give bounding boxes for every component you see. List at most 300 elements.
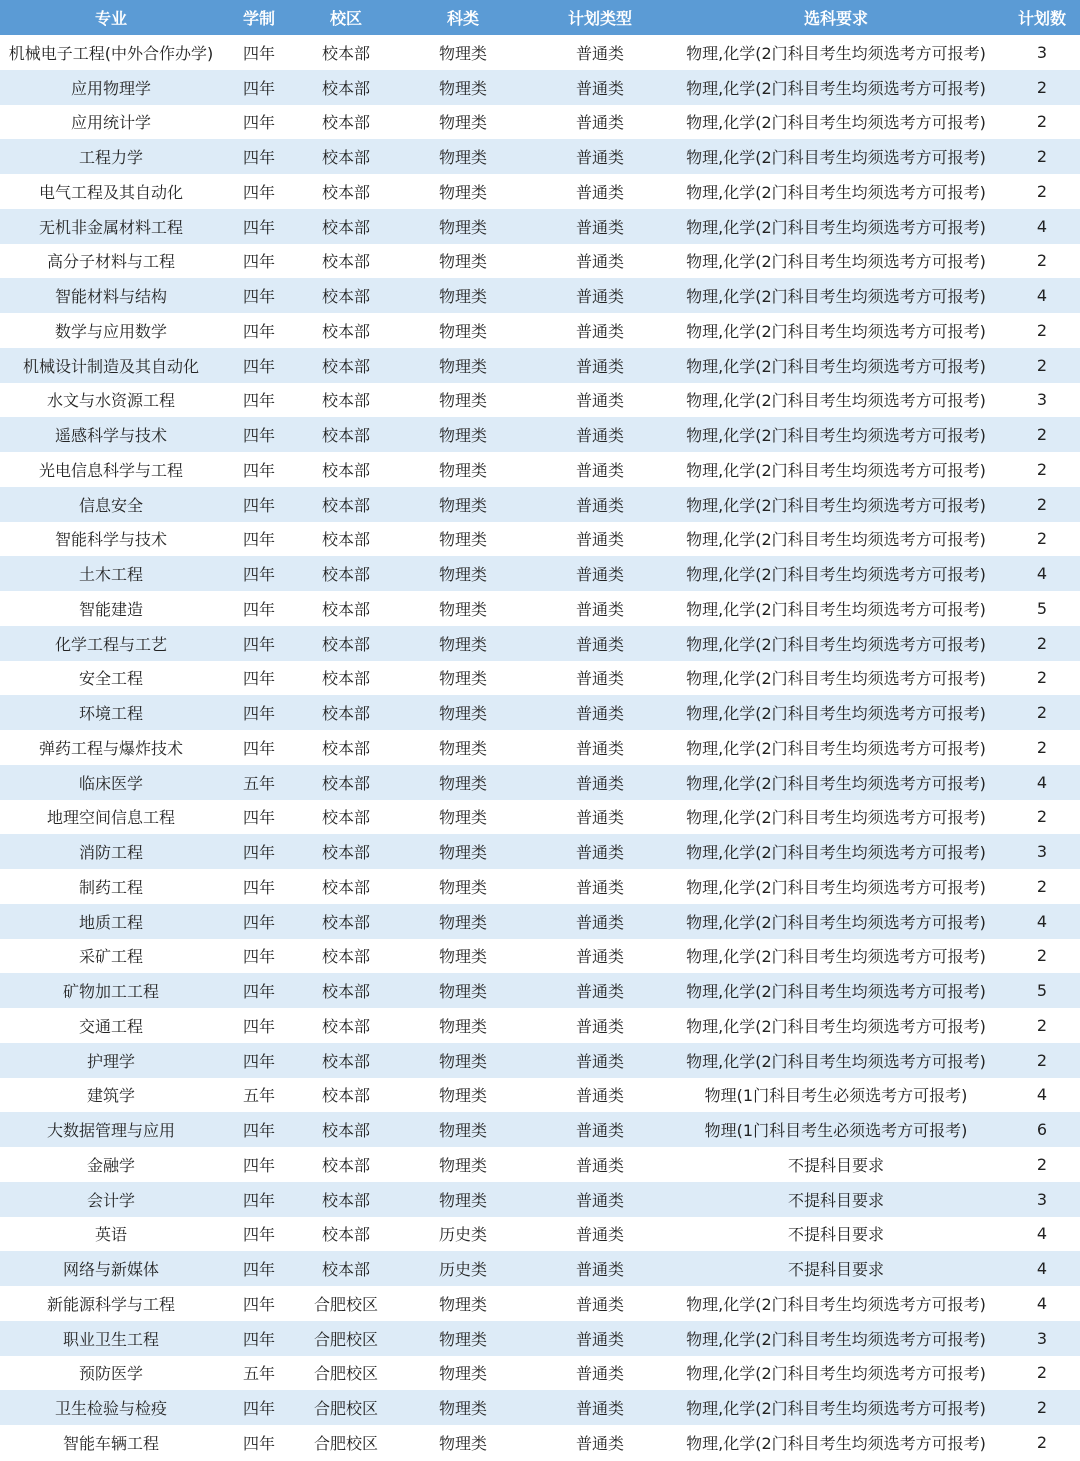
plan-count-cell: 2 [1004,70,1080,105]
plan-count-cell: 3 [1004,1182,1080,1217]
major-cell: 采矿工程 [0,939,220,974]
subject-requirement-cell: 物理,化学(2门科目考生均须选考方可报考) [668,661,1004,696]
subject-requirement-cell: 物理,化学(2门科目考生均须选考方可报考) [668,139,1004,174]
subject-requirement-cell: 物理,化学(2门科目考生均须选考方可报考) [668,1286,1004,1321]
duration-cell: 四年 [220,1112,298,1147]
major-cell: 信息安全 [0,487,220,522]
plan-type-cell: 普通类 [532,313,668,348]
major-cell: 职业卫生工程 [0,1321,220,1356]
category-cell: 物理类 [394,1008,532,1043]
major-cell: 地理空间信息工程 [0,800,220,835]
plan-type-cell: 普通类 [532,1043,668,1078]
plan-count-cell: 2 [1004,730,1080,765]
plan-count-cell: 2 [1004,452,1080,487]
duration-cell: 四年 [220,1251,298,1286]
duration-cell: 四年 [220,800,298,835]
duration-cell: 四年 [220,35,298,70]
duration-cell: 四年 [220,174,298,209]
table-row [0,869,1080,904]
table-row [0,348,1080,383]
plan-type-cell: 普通类 [532,939,668,974]
campus-cell: 校本部 [298,244,394,279]
campus-cell: 校本部 [298,278,394,313]
category-cell: 物理类 [394,1321,532,1356]
category-cell: 物理类 [394,1112,532,1147]
table-row [0,973,1080,1008]
table-row [0,139,1080,174]
campus-cell: 校本部 [298,904,394,939]
plan-count-cell: 2 [1004,869,1080,904]
plan-count-cell: 4 [1004,1078,1080,1113]
duration-cell: 四年 [220,1217,298,1252]
category-cell: 物理类 [394,869,532,904]
plan-count-cell: 2 [1004,522,1080,557]
campus-cell: 校本部 [298,1008,394,1043]
plan-type-cell: 普通类 [532,973,668,1008]
subject-requirement-cell: 物理,化学(2门科目考生均须选考方可报考) [668,869,1004,904]
campus-cell: 校本部 [298,591,394,626]
header-category: 科类 [394,0,532,35]
plan-type-cell: 普通类 [532,1356,668,1391]
major-cell: 应用物理学 [0,70,220,105]
plan-count-cell: 2 [1004,487,1080,522]
subject-requirement-cell: 物理,化学(2门科目考生均须选考方可报考) [668,487,1004,522]
plan-count-cell: 2 [1004,1425,1080,1460]
category-cell: 物理类 [394,661,532,696]
category-cell: 物理类 [394,939,532,974]
plan-type-cell: 普通类 [532,35,668,70]
plan-count-cell: 2 [1004,348,1080,383]
header-duration: 学制 [220,0,298,35]
major-cell: 临床医学 [0,765,220,800]
duration-cell: 四年 [220,487,298,522]
category-cell: 物理类 [394,1390,532,1425]
category-cell: 物理类 [394,1425,532,1460]
plan-count-cell: 3 [1004,834,1080,869]
plan-type-cell: 普通类 [532,765,668,800]
campus-cell: 合肥校区 [298,1390,394,1425]
table-row [0,209,1080,244]
campus-cell: 校本部 [298,1078,394,1113]
campus-cell: 校本部 [298,313,394,348]
major-cell: 金融学 [0,1147,220,1182]
campus-cell: 校本部 [298,105,394,140]
major-cell: 无机非金属材料工程 [0,209,220,244]
duration-cell: 四年 [220,973,298,1008]
subject-requirement-cell: 物理,化学(2门科目考生均须选考方可报考) [668,1008,1004,1043]
plan-count-cell: 2 [1004,105,1080,140]
plan-type-cell: 普通类 [532,1425,668,1460]
campus-cell: 校本部 [298,765,394,800]
campus-cell: 校本部 [298,800,394,835]
major-cell: 新能源科学与工程 [0,1286,220,1321]
plan-type-cell: 普通类 [532,174,668,209]
duration-cell: 四年 [220,695,298,730]
major-cell: 英语 [0,1217,220,1252]
plan-count-cell: 2 [1004,661,1080,696]
campus-cell: 校本部 [298,626,394,661]
major-cell: 预防医学 [0,1356,220,1391]
major-cell: 应用统计学 [0,105,220,140]
subject-requirement-cell: 物理,化学(2门科目考生均须选考方可报考) [668,1356,1004,1391]
header-plan-type: 计划类型 [532,0,668,35]
duration-cell: 四年 [220,730,298,765]
duration-cell: 四年 [220,209,298,244]
table-row [0,834,1080,869]
table-row [0,626,1080,661]
table-row [0,1390,1080,1425]
category-cell: 物理类 [394,834,532,869]
category-cell: 物理类 [394,278,532,313]
campus-cell: 校本部 [298,1217,394,1252]
plan-count-cell: 2 [1004,417,1080,452]
plan-type-cell: 普通类 [532,661,668,696]
plan-count-cell: 2 [1004,1356,1080,1391]
campus-cell: 校本部 [298,139,394,174]
subject-requirement-cell: 物理,化学(2门科目考生均须选考方可报考) [668,452,1004,487]
subject-requirement-cell: 物理,化学(2门科目考生均须选考方可报考) [668,765,1004,800]
major-cell: 遥感科学与技术 [0,417,220,452]
major-cell: 网络与新媒体 [0,1251,220,1286]
plan-type-cell: 普通类 [532,70,668,105]
table-row [0,1356,1080,1391]
subject-requirement-cell: 物理,化学(2门科目考生均须选考方可报考) [668,626,1004,661]
category-cell: 物理类 [394,70,532,105]
duration-cell: 四年 [220,939,298,974]
major-cell: 护理学 [0,1043,220,1078]
plan-type-cell: 普通类 [532,1182,668,1217]
table-row [0,1286,1080,1321]
campus-cell: 校本部 [298,730,394,765]
table-row [0,1043,1080,1078]
subject-requirement-cell: 物理,化学(2门科目考生均须选考方可报考) [668,209,1004,244]
major-cell: 机械设计制造及其自动化 [0,348,220,383]
plan-type-cell: 普通类 [532,1112,668,1147]
duration-cell: 四年 [220,452,298,487]
table-row [0,1217,1080,1252]
major-cell: 会计学 [0,1182,220,1217]
category-cell: 物理类 [394,904,532,939]
category-cell: 物理类 [394,452,532,487]
plan-count-cell: 3 [1004,1321,1080,1356]
category-cell: 物理类 [394,348,532,383]
category-cell: 物理类 [394,105,532,140]
major-cell: 地质工程 [0,904,220,939]
header-plan-count: 计划数 [1004,0,1080,35]
duration-cell: 四年 [220,1147,298,1182]
category-cell: 物理类 [394,1356,532,1391]
subject-requirement-cell: 物理(1门科目考生必须选考方可报考) [668,1078,1004,1113]
plan-type-cell: 普通类 [532,834,668,869]
plan-count-cell: 4 [1004,1251,1080,1286]
campus-cell: 合肥校区 [298,1286,394,1321]
subject-requirement-cell: 不提科目要求 [668,1182,1004,1217]
category-cell: 物理类 [394,556,532,591]
plan-type-cell: 普通类 [532,1321,668,1356]
category-cell: 物理类 [394,1147,532,1182]
category-cell: 物理类 [394,244,532,279]
major-cell: 机械电子工程(中外合作办学) [0,35,220,70]
campus-cell: 合肥校区 [298,1356,394,1391]
duration-cell: 四年 [220,1321,298,1356]
category-cell: 物理类 [394,174,532,209]
duration-cell: 五年 [220,1356,298,1391]
campus-cell: 校本部 [298,348,394,383]
plan-count-cell: 3 [1004,35,1080,70]
campus-cell: 校本部 [298,834,394,869]
subject-requirement-cell: 物理,化学(2门科目考生均须选考方可报考) [668,70,1004,105]
category-cell: 物理类 [394,765,532,800]
table-row [0,661,1080,696]
plan-type-cell: 普通类 [532,730,668,765]
table-row [0,1147,1080,1182]
campus-cell: 校本部 [298,487,394,522]
table-header-row [0,0,1080,35]
duration-cell: 四年 [220,626,298,661]
campus-cell: 校本部 [298,452,394,487]
major-cell: 高分子材料与工程 [0,244,220,279]
plan-count-cell: 5 [1004,591,1080,626]
subject-requirement-cell: 物理,化学(2门科目考生均须选考方可报考) [668,973,1004,1008]
category-cell: 物理类 [394,626,532,661]
major-cell: 交通工程 [0,1008,220,1043]
plan-count-cell: 2 [1004,1147,1080,1182]
campus-cell: 校本部 [298,1147,394,1182]
table-row [0,904,1080,939]
category-cell: 物理类 [394,800,532,835]
table-row [0,105,1080,140]
subject-requirement-cell: 物理(1门科目考生必须选考方可报考) [668,1112,1004,1147]
subject-requirement-cell: 物理,化学(2门科目考生均须选考方可报考) [668,522,1004,557]
campus-cell: 校本部 [298,869,394,904]
subject-requirement-cell: 不提科目要求 [668,1251,1004,1286]
subject-requirement-cell: 物理,化学(2门科目考生均须选考方可报考) [668,591,1004,626]
header-campus: 校区 [298,0,394,35]
table-row [0,522,1080,557]
duration-cell: 四年 [220,869,298,904]
subject-requirement-cell: 物理,化学(2门科目考生均须选考方可报考) [668,1425,1004,1460]
duration-cell: 四年 [220,105,298,140]
plan-type-cell: 普通类 [532,556,668,591]
major-cell: 建筑学 [0,1078,220,1113]
table-row [0,556,1080,591]
plan-count-cell: 4 [1004,765,1080,800]
subject-requirement-cell: 物理,化学(2门科目考生均须选考方可报考) [668,1321,1004,1356]
campus-cell: 校本部 [298,556,394,591]
subject-requirement-cell: 物理,化学(2门科目考生均须选考方可报考) [668,417,1004,452]
subject-requirement-cell: 物理,化学(2门科目考生均须选考方可报考) [668,556,1004,591]
major-cell: 弹药工程与爆炸技术 [0,730,220,765]
subject-requirement-cell: 物理,化学(2门科目考生均须选考方可报考) [668,1390,1004,1425]
plan-count-cell: 4 [1004,278,1080,313]
duration-cell: 四年 [220,904,298,939]
plan-count-cell: 2 [1004,244,1080,279]
subject-requirement-cell: 物理,化学(2门科目考生均须选考方可报考) [668,278,1004,313]
category-cell: 物理类 [394,1078,532,1113]
table-row [0,939,1080,974]
plan-type-cell: 普通类 [532,278,668,313]
major-cell: 安全工程 [0,661,220,696]
duration-cell: 四年 [220,1286,298,1321]
subject-requirement-cell: 物理,化学(2门科目考生均须选考方可报考) [668,834,1004,869]
category-cell: 物理类 [394,383,532,418]
campus-cell: 合肥校区 [298,1425,394,1460]
major-cell: 化学工程与工艺 [0,626,220,661]
plan-type-cell: 普通类 [532,452,668,487]
plan-count-cell: 4 [1004,904,1080,939]
table-row [0,487,1080,522]
duration-cell: 五年 [220,765,298,800]
plan-type-cell: 普通类 [532,1147,668,1182]
subject-requirement-cell: 物理,化学(2门科目考生均须选考方可报考) [668,730,1004,765]
plan-count-cell: 5 [1004,973,1080,1008]
plan-type-cell: 普通类 [532,209,668,244]
plan-count-cell: 6 [1004,1112,1080,1147]
duration-cell: 四年 [220,278,298,313]
plan-type-cell: 普通类 [532,487,668,522]
plan-count-cell: 2 [1004,626,1080,661]
campus-cell: 校本部 [298,383,394,418]
plan-count-cell: 4 [1004,556,1080,591]
plan-count-cell: 2 [1004,174,1080,209]
major-cell: 土木工程 [0,556,220,591]
table-row [0,174,1080,209]
table-row [0,1251,1080,1286]
subject-requirement-cell: 物理,化学(2门科目考生均须选考方可报考) [668,174,1004,209]
category-cell: 物理类 [394,487,532,522]
plan-type-cell: 普通类 [532,591,668,626]
plan-type-cell: 普通类 [532,417,668,452]
table-row [0,1112,1080,1147]
category-cell: 历史类 [394,1251,532,1286]
category-cell: 物理类 [394,1182,532,1217]
subject-requirement-cell: 物理,化学(2门科目考生均须选考方可报考) [668,244,1004,279]
plan-type-cell: 普通类 [532,105,668,140]
category-cell: 物理类 [394,1286,532,1321]
duration-cell: 四年 [220,591,298,626]
plan-type-cell: 普通类 [532,244,668,279]
plan-type-cell: 普通类 [532,695,668,730]
duration-cell: 四年 [220,834,298,869]
table-row [0,452,1080,487]
plan-count-cell: 2 [1004,695,1080,730]
plan-count-cell: 2 [1004,800,1080,835]
plan-type-cell: 普通类 [532,522,668,557]
duration-cell: 四年 [220,348,298,383]
campus-cell: 校本部 [298,70,394,105]
table-row [0,800,1080,835]
plan-type-cell: 普通类 [532,1078,668,1113]
subject-requirement-cell: 物理,化学(2门科目考生均须选考方可报考) [668,695,1004,730]
plan-type-cell: 普通类 [532,800,668,835]
campus-cell: 校本部 [298,939,394,974]
duration-cell: 四年 [220,70,298,105]
subject-requirement-cell: 物理,化学(2门科目考生均须选考方可报考) [668,105,1004,140]
subject-requirement-cell: 物理,化学(2门科目考生均须选考方可报考) [668,35,1004,70]
campus-cell: 校本部 [298,661,394,696]
campus-cell: 校本部 [298,1251,394,1286]
major-cell: 工程力学 [0,139,220,174]
table-row [0,313,1080,348]
plan-count-cell: 4 [1004,209,1080,244]
category-cell: 物理类 [394,973,532,1008]
plan-count-cell: 2 [1004,139,1080,174]
duration-cell: 四年 [220,556,298,591]
category-cell: 物理类 [394,313,532,348]
header-subject-requirement: 选科要求 [668,0,1004,35]
duration-cell: 四年 [220,1182,298,1217]
duration-cell: 四年 [220,244,298,279]
plan-count-cell: 4 [1004,1217,1080,1252]
major-cell: 智能科学与技术 [0,522,220,557]
duration-cell: 五年 [220,1078,298,1113]
plan-type-cell: 普通类 [532,139,668,174]
subject-requirement-cell: 物理,化学(2门科目考生均须选考方可报考) [668,1043,1004,1078]
major-cell: 光电信息科学与工程 [0,452,220,487]
table-row [0,1425,1080,1460]
plan-count-cell: 4 [1004,1286,1080,1321]
campus-cell: 校本部 [298,35,394,70]
campus-cell: 校本部 [298,1112,394,1147]
major-cell: 卫生检验与检疫 [0,1390,220,1425]
table-row [0,1321,1080,1356]
category-cell: 物理类 [394,139,532,174]
plan-count-cell: 2 [1004,1008,1080,1043]
subject-requirement-cell: 物理,化学(2门科目考生均须选考方可报考) [668,383,1004,418]
major-cell: 大数据管理与应用 [0,1112,220,1147]
major-cell: 环境工程 [0,695,220,730]
category-cell: 物理类 [394,695,532,730]
category-cell: 物理类 [394,1043,532,1078]
table-row [0,1008,1080,1043]
category-cell: 物理类 [394,209,532,244]
campus-cell: 合肥校区 [298,1321,394,1356]
duration-cell: 四年 [220,1425,298,1460]
duration-cell: 四年 [220,417,298,452]
table-row [0,1078,1080,1113]
major-cell: 电气工程及其自动化 [0,174,220,209]
campus-cell: 校本部 [298,522,394,557]
campus-cell: 校本部 [298,417,394,452]
category-cell: 历史类 [394,1217,532,1252]
campus-cell: 校本部 [298,209,394,244]
duration-cell: 四年 [220,522,298,557]
plan-type-cell: 普通类 [532,1286,668,1321]
campus-cell: 校本部 [298,1182,394,1217]
campus-cell: 校本部 [298,174,394,209]
table-row [0,417,1080,452]
major-cell: 矿物加工工程 [0,973,220,1008]
duration-cell: 四年 [220,383,298,418]
major-cell: 消防工程 [0,834,220,869]
table-row [0,278,1080,313]
table-row [0,591,1080,626]
table-row [0,383,1080,418]
subject-requirement-cell: 物理,化学(2门科目考生均须选考方可报考) [668,800,1004,835]
subject-requirement-cell: 不提科目要求 [668,1217,1004,1252]
duration-cell: 四年 [220,661,298,696]
table-row [0,730,1080,765]
major-cell: 数学与应用数学 [0,313,220,348]
plan-type-cell: 普通类 [532,904,668,939]
subject-requirement-cell: 不提科目要求 [668,1147,1004,1182]
duration-cell: 四年 [220,1390,298,1425]
plan-count-cell: 2 [1004,1390,1080,1425]
plan-type-cell: 普通类 [532,1217,668,1252]
major-cell: 水文与水资源工程 [0,383,220,418]
campus-cell: 校本部 [298,973,394,1008]
duration-cell: 四年 [220,1043,298,1078]
